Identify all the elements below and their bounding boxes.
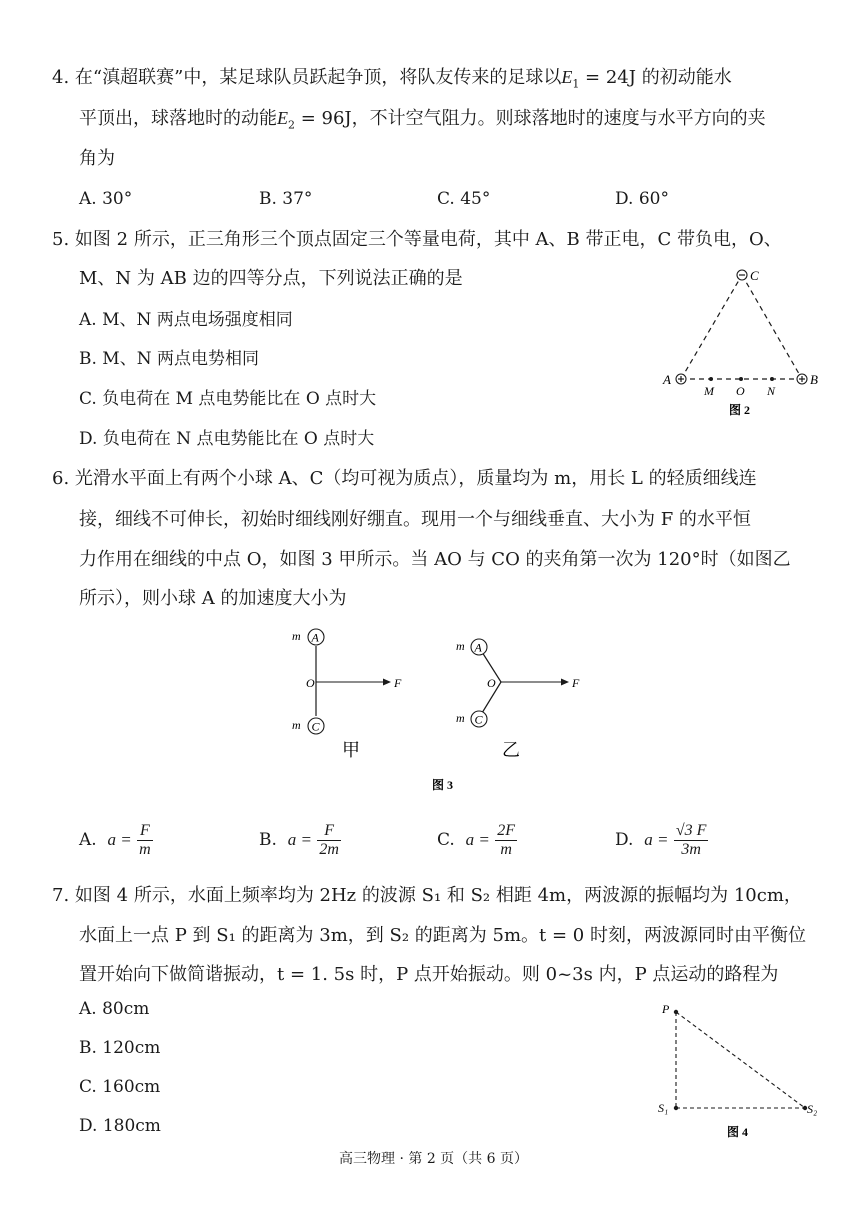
q6-option-d-label: D. (615, 830, 634, 850)
force-arrowhead (383, 679, 391, 686)
figure-3 (280, 620, 600, 800)
q6-text-1: 光滑水平面上有两个小球 A、C（均可视为质点），质量均为 m，用长 L 的轻质细线连 (74, 468, 757, 489)
q5-line-2: M、N 为 AB 边的四等分点，下列说法正确的是 (79, 268, 463, 289)
mass-a-label: m (292, 629, 301, 643)
q6-option-b-fraction (317, 822, 341, 859)
point-o-yi-label: O (487, 676, 496, 690)
q4-option-b: B. 37° (259, 189, 313, 209)
label-yi: 乙 (502, 740, 520, 760)
q4-e1-value: = 24J (579, 67, 636, 88)
point-o (739, 377, 743, 381)
charge-a-positive (676, 374, 686, 384)
point-o-label: O (306, 676, 315, 690)
page-footer: 高三物理 · 第 2 页（共 6 页） (339, 1151, 528, 1167)
force-arrowhead-yi (561, 679, 569, 686)
q7-option-d: D. 180cm (79, 1116, 161, 1136)
triangle-side-cb (742, 275, 802, 379)
q6-option-c-fraction (495, 822, 517, 859)
q7-number: 7. (52, 885, 70, 906)
q4-line-3: 角为 (79, 148, 115, 169)
q5-line-1 (52, 229, 782, 251)
q6-line-2: 接，细线不可伸长，初始时细线刚好绷直。现用一个与细线垂直、大小为 F 的水平恒 (79, 509, 751, 530)
q5-text-1: 如图 2 所示，正三角形三个顶点固定三个等量电荷，其中 A、B 带正电，C 带负电，O、 (74, 229, 782, 250)
charge-b-positive (797, 374, 807, 384)
q4-option-a: A. 30° (79, 189, 133, 209)
q6-option-a-label: A. (79, 830, 97, 850)
label-n: N (767, 384, 776, 398)
figure-4 (650, 995, 830, 1145)
q4-line-2 (79, 107, 766, 137)
q6-option-c-den: m (500, 841, 512, 858)
mass-c-yi-label: m (456, 711, 465, 725)
charge-c-negative (737, 270, 747, 280)
q6-option-c-lhs: a = (465, 830, 490, 849)
mass-c-label: m (292, 718, 301, 732)
q5-option-b: B. M、N 两点电势相同 (79, 349, 259, 369)
q6-option-b-num: F (317, 822, 341, 841)
q6-option-d-fraction (674, 822, 709, 859)
q7-option-a: A. 80cm (79, 999, 150, 1019)
q7-option-c: C. 160cm (79, 1077, 161, 1097)
point-s1 (674, 1106, 678, 1110)
q6-option-d-num: √3 F (675, 822, 707, 839)
point-m (709, 377, 713, 381)
ball-c-yi-label: C (474, 712, 483, 727)
q4-number: 4. (52, 67, 70, 88)
q4-line-1 (52, 66, 732, 96)
q6-option-a-lhs: a = (107, 830, 132, 849)
q7-text-1: 如图 4 所示，水面上频率均为 2Hz 的波源 S₁ 和 S₂ 相距 4m，两波源的振幅均为 10cm， (74, 885, 802, 906)
label-o: O (736, 384, 745, 398)
figure-2-triangle (655, 262, 830, 422)
q5-number: 5. (52, 229, 70, 250)
segment-p-s2 (676, 1012, 805, 1108)
label-s2: S₂ (807, 1102, 818, 1116)
q7-option-b: B. 120cm (79, 1038, 161, 1058)
label-s1: S₁ (658, 1101, 669, 1115)
q4-option-c: C. 45° (437, 189, 491, 209)
q6-option-c-label: C. (437, 830, 455, 850)
q4-option-d: D. 60° (615, 189, 669, 209)
q6-option-c-num: 2F (497, 822, 516, 839)
q6-option-a-fraction (137, 822, 153, 859)
q4-text-2a: 平顶出，球落地时的动能 (79, 108, 277, 129)
q6-option-d (615, 822, 708, 859)
q5-option-c: C. 负电荷在 M 点电势能比在 O 点时大 (79, 389, 377, 409)
figure-2-caption: 图 2 (729, 403, 751, 417)
figure-4-caption: 图 4 (727, 1125, 749, 1139)
q6-option-a-den: m (139, 841, 151, 858)
q4-e1-symbol: E (561, 67, 573, 87)
figure-3-yi (456, 639, 580, 760)
q7-line-1 (52, 885, 802, 907)
q4-text-2b: ，不计空气阻力。则球落地时的速度与水平方向的夹 (351, 108, 766, 129)
force-yi-label: F (572, 676, 580, 690)
q4-e2-sub: 2 (288, 118, 295, 132)
force-label: F (394, 676, 402, 690)
mass-a-yi-label: m (456, 639, 465, 653)
ball-c-label: C (311, 719, 320, 734)
triangle-side-ac (681, 275, 742, 379)
q6-option-b-lhs: a = (287, 830, 312, 849)
q6-option-a (79, 822, 153, 859)
q6-option-d-lhs: a = (644, 830, 669, 849)
q4-e1-sub: 1 (572, 77, 580, 91)
q7-line-3: 置开始向下做简谐振动，t = 1. 5s 时，P 点开始振动。则 0~3s 内，P 点运动的路程为 (79, 964, 779, 985)
q5-option-d: D. 负电荷在 N 点电势能比在 O 点时大 (79, 429, 375, 449)
q4-text-1a: 在“滇超联赛”中，某足球队员跃起争顶，将队友传来的足球以 (74, 67, 562, 88)
q4-e2-symbol: E (277, 108, 288, 128)
label-p: P (662, 1002, 670, 1016)
figure-3-caption: 图 3 (432, 778, 454, 792)
label-m: M (704, 384, 714, 398)
point-n (770, 377, 774, 381)
q7-line-2: 水面上一点 P 到 S₁ 的距离为 3m，到 S₂ 的距离为 5m。t = 0 时刻，两波源同时由平衡位 (79, 925, 806, 946)
q6-option-c (437, 822, 517, 859)
label-b: B (810, 372, 818, 387)
point-p (674, 1010, 678, 1014)
q6-option-a-num: F (137, 822, 153, 841)
q4-text-1b: 的初动能水 (635, 67, 732, 88)
ball-a-label: A (311, 630, 319, 645)
q6-number: 6. (52, 468, 70, 489)
label-c: C (750, 268, 759, 283)
q6-option-b (259, 822, 341, 859)
q6-option-b-label: B. (259, 830, 277, 850)
q6-option-b-den: 2m (319, 841, 339, 858)
q6-line-3: 力作用在细线的中点 O，如图 3 甲所示。当 AO 与 CO 的夹角第一次为 120°时（如图乙 (79, 549, 791, 570)
ball-a-yi-label: A (474, 640, 482, 655)
label-a: A (663, 372, 671, 387)
q4-e2-value: = 96J (295, 108, 352, 129)
figure-3-jia (292, 629, 402, 760)
label-jia: 甲 (342, 740, 360, 760)
q6-option-d-den: 3m (681, 841, 701, 858)
q6-line-4: 所示），则小球 A 的加速度大小为 (79, 588, 347, 609)
q5-option-a: A. M、N 两点电场强度相同 (79, 310, 293, 330)
q6-line-1 (52, 468, 757, 490)
